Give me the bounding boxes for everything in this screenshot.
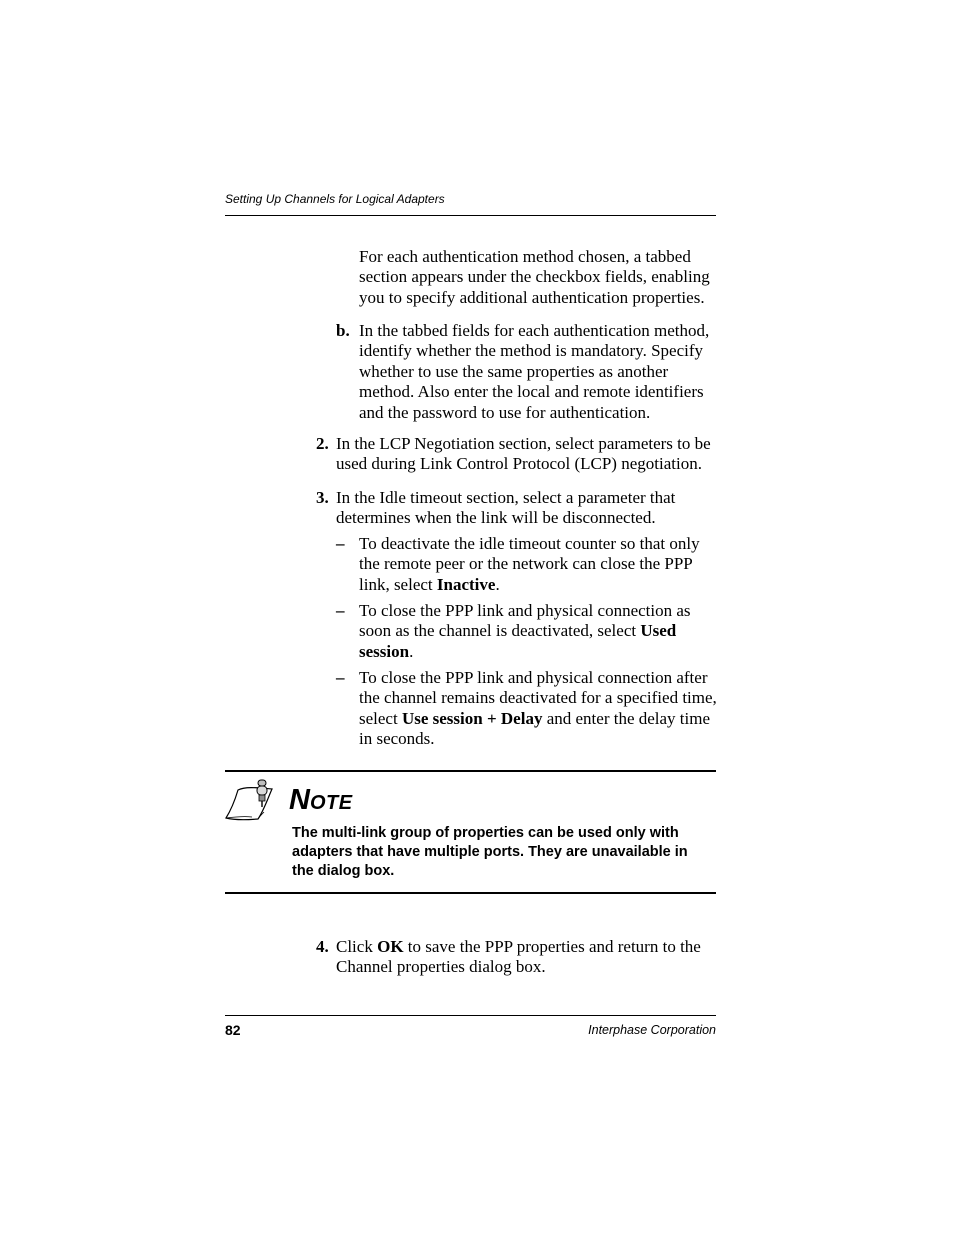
note-text (292, 824, 688, 881)
text-line: In the tabbed fields for each authentication method, (359, 321, 710, 340)
text-line: Channel properties dialog box. (336, 957, 546, 977)
text-line: Click OK to save the PPP properties and return to the (336, 937, 701, 956)
text-line: determines when the link will be disconnected. (336, 508, 656, 528)
text-line: you to specify additional authentication properties. (359, 287, 705, 307)
text-line: method. Also enter the local and remote identifiers (359, 382, 704, 402)
intro-paragraph (359, 247, 710, 308)
text-line: section appears under the checkbox fields, enabling (359, 267, 710, 287)
bullet-dash: – (336, 601, 345, 620)
step-3-marker: 3. (316, 488, 329, 507)
text-line: select Use session + Delay and enter the delay time (359, 708, 711, 728)
use-session-delay-label: Use session + Delay (401, 708, 543, 728)
step-3-paragraph (336, 488, 675, 529)
session-option-label: session (359, 641, 410, 661)
bullet-inactive (359, 534, 700, 595)
running-header: Setting Up Channels for Logical Adapters (225, 192, 445, 206)
used-option-label: Used (640, 621, 677, 641)
note-top-rule (225, 770, 716, 772)
footer-rule (225, 1015, 716, 1016)
step-2-marker: 2. (316, 434, 329, 453)
step-b-marker: b. (336, 321, 350, 340)
text-line: the remote peer or the network can close the PPP (359, 554, 693, 574)
text-line: To close the PPP link and physical connection as (359, 601, 691, 620)
text-line: In the LCP Negotiation section, select parameters to be (336, 434, 711, 453)
note-bottom-rule (225, 892, 716, 894)
text-line: session. (359, 641, 414, 661)
step-2-paragraph (336, 434, 711, 475)
text-line: soon as the channel is deactivated, select Used (359, 621, 677, 641)
bullet-dash: – (336, 668, 345, 687)
text-line: the channel remains deactivated for a specified time, (359, 688, 717, 708)
step-b-paragraph (359, 321, 709, 423)
text-line: adapters that have multiple ports. They are unavailable in (292, 844, 688, 860)
text-line: the dialog box. (292, 863, 395, 879)
inactive-option-label: Inactive (436, 574, 496, 594)
bullet-use-session-delay (359, 668, 717, 750)
ok-button-label: OK (377, 937, 404, 956)
text-line: The multi-link group of properties can be used only with (292, 825, 679, 841)
text-line: link, select Inactive. (359, 574, 500, 594)
text-line: and the password to use for authentication. (359, 402, 651, 422)
text-line: whether to use the same properties as another (359, 361, 669, 381)
text-line: identify whether the method is mandatory. Specify (359, 341, 704, 361)
note-title: NOTE (289, 784, 353, 816)
footer-company: Interphase Corporation (588, 1023, 716, 1037)
text-line: used during Link Control Protocol (LCP) negotiation. (336, 454, 702, 474)
step-4-marker: 4. (316, 937, 329, 956)
text-line: In the Idle timeout section, select a parameter that (336, 488, 676, 507)
bullet-used-session (359, 601, 691, 662)
header-rule (225, 215, 716, 216)
text-line: For each authentication method chosen, a tabbed (359, 247, 691, 266)
text-line: To close the PPP link and physical connection after (359, 668, 708, 687)
step-4-paragraph (336, 937, 701, 978)
text-line: To deactivate the idle timeout counter so that only (359, 534, 700, 553)
page-number: 82 (225, 1022, 241, 1038)
note-paper-pin-icon (224, 776, 276, 822)
bullet-dash: – (336, 534, 345, 553)
text-line: in seconds. (359, 729, 435, 749)
